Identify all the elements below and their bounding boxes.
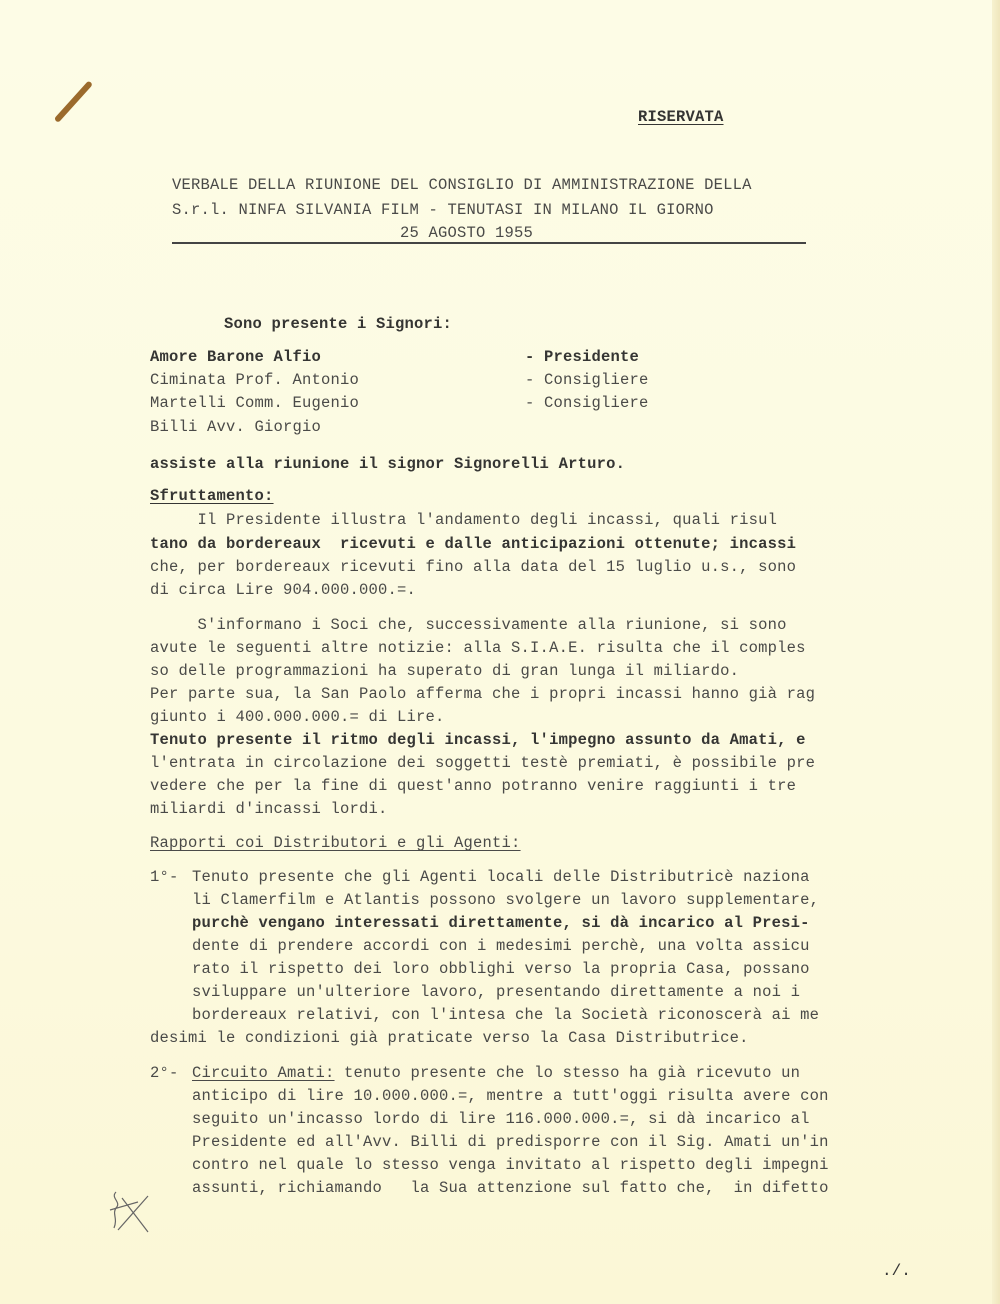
body-line: Per parte sua, la San Paolo afferma che i propri incassi hanno già rag	[150, 685, 816, 703]
item-line: rato il rispetto dei loro obblighi verso la propria Casa, possano	[192, 960, 810, 978]
item-line: purchè vengano interessati direttamente, si dà incarico al Presi-	[192, 914, 810, 932]
body-line: miliardi d'incassi lordi.	[150, 800, 388, 818]
item-line: sviluppare un'ulteriore lavoro, presentando direttamente a noi i	[192, 983, 801, 1001]
body-line: che, per bordereaux ricevuti fino alla data del 15 luglio u.s., sono	[150, 558, 797, 576]
classification-label: RISERVATA	[638, 108, 724, 126]
member-name: Amore Barone Alfio	[150, 348, 322, 366]
item-line: assunti, richiamando la Sua attenzione sul fatto che, in difetto	[192, 1179, 829, 1197]
member-role: - Consigliere	[525, 371, 649, 389]
body-line: vedere che per la fine di quest'anno potranno venire raggiunti i tre	[150, 777, 797, 795]
item-line: desimi le condizioni già praticate verso la Casa Distributrice.	[150, 1029, 749, 1047]
item-line: dente di prendere accordi con i medesimi perchè, una volta assicu	[192, 937, 810, 955]
item-line: bordereaux relativi, con l'intesa che la Società riconoscerà ai me	[192, 1006, 820, 1024]
item-line: Tenuto presente che gli Agenti locali delle Distributricè naziona	[192, 868, 810, 886]
item-line: contro nel quale lo stesso venga invitato al rispetto degli impegni	[192, 1156, 829, 1174]
body-line: giunto i 400.000.000.= di Lire.	[150, 708, 445, 726]
body-line: S'informano i Soci che, successivamente alla riunione, si sono	[150, 616, 787, 634]
page-continuation-mark: ./.	[882, 1262, 911, 1280]
member-name: Ciminata Prof. Antonio	[150, 371, 360, 389]
body-line: so delle programmazioni ha superato di gran lunga il miliardo.	[150, 662, 740, 680]
item-line: li Clamerfilm e Atlantis possono svolgere un lavoro supplementare,	[192, 891, 820, 909]
item-line: seguito un'incasso lordo di lire 116.000.000.=, si dà incarico al	[192, 1110, 810, 1128]
body-line: avute le seguenti altre notizie: alla S.I.A.E. risulta che il comples	[150, 639, 806, 657]
handwritten-initials-icon	[108, 1188, 154, 1236]
member-role: - Presidente	[525, 348, 640, 366]
title-line-2: S.r.l. NINFA SILVANIA FILM - TENUTASI IN MILANO IL GIORNO	[172, 201, 714, 219]
member-name: Martelli Comm. Eugenio	[150, 394, 360, 412]
item-subheading: Circuito Amati:	[192, 1064, 335, 1082]
item-number: 1°-	[150, 868, 179, 886]
body-line: l'entrata in circolazione dei soggetti testè premiati, è possibile pre	[150, 754, 816, 772]
title-line-1: VERBALE DELLA RIUNIONE DEL CONSIGLIO DI AMMINISTRAZIONE DELLA	[172, 176, 752, 194]
paper-edge	[992, 0, 1000, 1304]
also-present: assiste alla riunione il signor Signorelli Arturo.	[150, 455, 626, 473]
section-heading: Rapporti coi Distributori e gli Agenti:	[150, 834, 521, 852]
member-role: - Consigliere	[525, 394, 649, 412]
body-line: Tenuto presente il ritmo degli incassi, l'impegno assunto da Amati, e	[150, 731, 806, 749]
item-line: tenuto presente che lo stesso ha già ricevuto un	[334, 1064, 801, 1082]
item-line: Presidente ed all'Avv. Billi di predisporre con il Sig. Amati un'in	[192, 1133, 829, 1151]
section-heading: Sfruttamento:	[150, 487, 274, 505]
body-line: di circa Lire 904.000.000.=.	[150, 581, 417, 599]
item-number: 2°-	[150, 1064, 179, 1082]
attendance-intro: Sono presente i Signori:	[224, 315, 453, 333]
item-line: anticipo di lire 10.000.000.=, mentre a tutt'oggi risulta avere con	[192, 1087, 829, 1105]
title-rule	[172, 242, 806, 244]
member-name: Billi Avv. Giorgio	[150, 418, 322, 436]
title-date: 25 AGOSTO 1955	[400, 224, 534, 242]
body-line: Il Presidente illustra l'andamento degli incassi, quali risul	[150, 511, 778, 529]
body-line: tano da bordereaux ricevuti e dalle anticipazioni ottenute; incassi	[150, 535, 797, 553]
